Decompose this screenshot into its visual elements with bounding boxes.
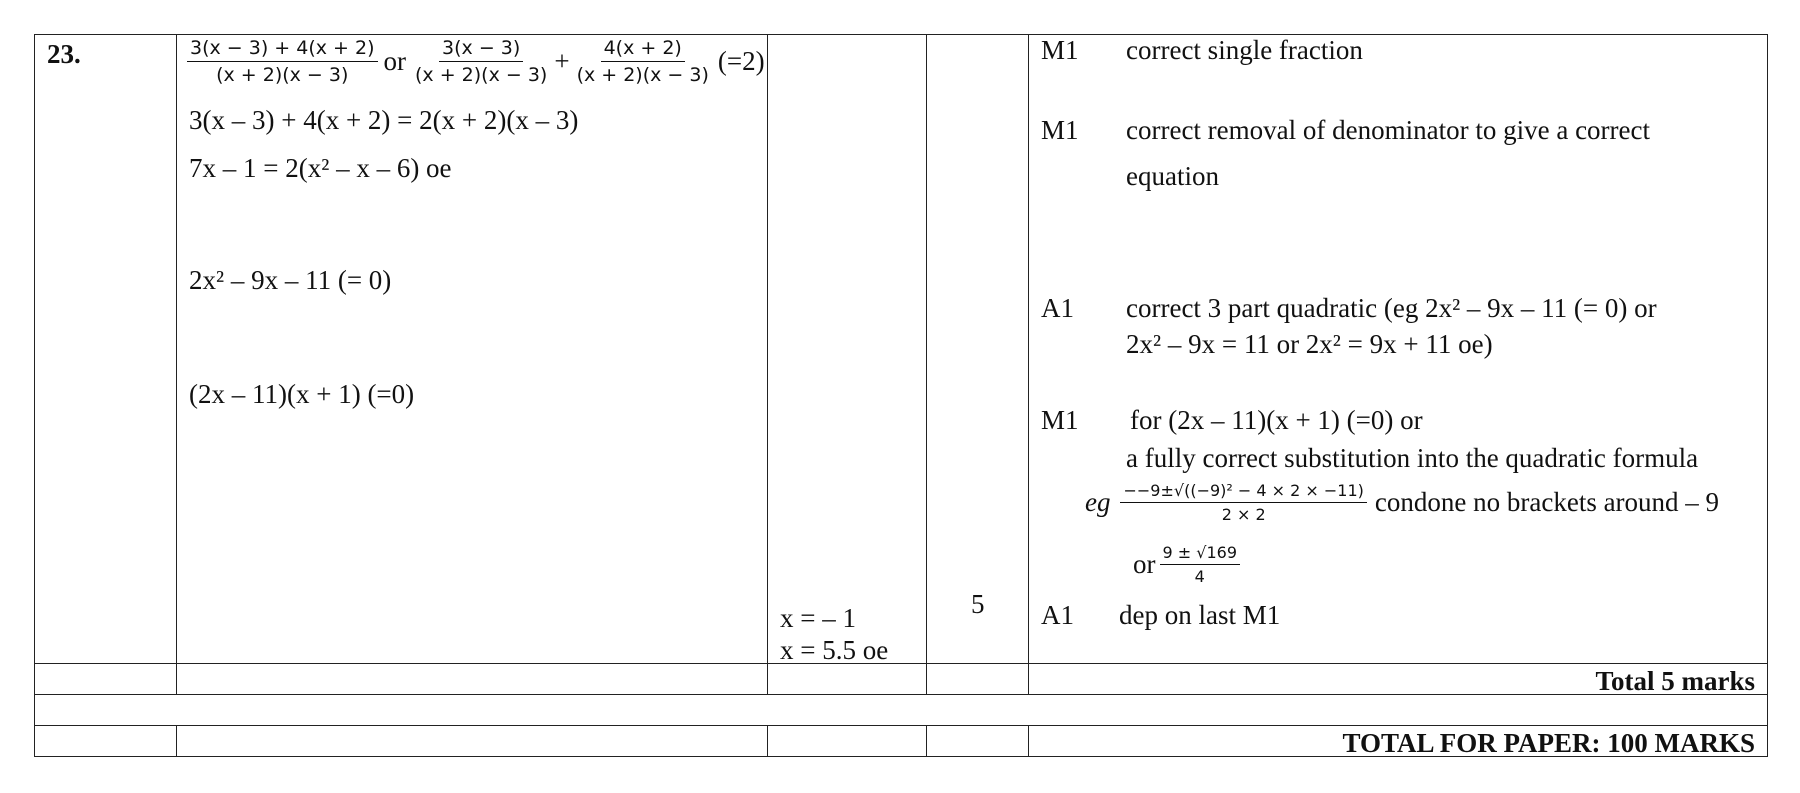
paper-total-row (35, 726, 1768, 757)
fraction-numerator: 3(x − 3) + 4(x + 2) (187, 37, 378, 62)
eg-text: eg (1085, 487, 1111, 517)
note-code: M1 (1041, 35, 1079, 65)
formula-line-2 (1133, 543, 1240, 586)
note-code: A1 (1041, 600, 1074, 630)
fraction-denominator: 4 (1194, 567, 1205, 586)
mark-value: 5 (971, 589, 985, 619)
simplified-formula-fraction (1160, 543, 1241, 586)
fraction-denominator: 2 × 2 (1221, 505, 1266, 524)
fraction-numerator: 3(x − 3) (439, 37, 523, 62)
answer-line-1: x = – 1 (780, 603, 856, 633)
note-text: correct 3 part quadratic (eg 2x² – 9x – 11 (= 0) or (1126, 293, 1657, 323)
note-code: M1 (1041, 405, 1079, 435)
question-total: Total 5 marks (1595, 666, 1755, 696)
answer-cell (768, 35, 927, 664)
or-text: or (1133, 549, 1156, 579)
answer-line-2: x = 5.5 oe (780, 635, 889, 665)
paper-total: TOTAL FOR PAPER: 100 MARKS (1342, 728, 1755, 758)
working-line-1 (187, 37, 765, 86)
equals-two: (=2) (717, 46, 765, 76)
note-text: equation (1126, 161, 1219, 191)
note-text: condone no brackets around – 9 (1374, 487, 1720, 517)
fraction-numerator: 4(x + 2) (601, 37, 685, 62)
note-text: correct removal of denominator to give a correct (1126, 115, 1651, 145)
working-line-4: 2x² – 9x – 11 (= 0) (189, 265, 392, 295)
note-text: a fully correct substitution into the quadratic formula (1126, 443, 1699, 473)
fraction-denominator: (x + 2)(x − 3) (216, 64, 349, 86)
plus-sign: + (554, 46, 570, 76)
question-total-row (35, 664, 1768, 695)
spacer-row (35, 695, 1768, 726)
question-row (35, 35, 1768, 664)
fraction-numerator: −−9±√((−9)² − 4 × 2 × −11) (1120, 481, 1366, 503)
fraction-first (412, 37, 550, 86)
mark-cell (927, 35, 1029, 664)
notes-cell (1029, 35, 1768, 664)
fraction-denominator: (x + 2)(x − 3) (576, 64, 709, 86)
question-number: 23. (47, 39, 81, 69)
question-number-cell (35, 35, 177, 664)
formula-line (1085, 481, 1719, 524)
working-cell (177, 35, 768, 664)
quadratic-formula-fraction (1120, 481, 1366, 524)
note-text: for (2x – 11)(x + 1) (=0) or (1130, 405, 1423, 435)
or-text: or (383, 46, 406, 76)
fraction-numerator: 9 ± √169 (1160, 543, 1241, 565)
fraction-combined (187, 37, 378, 86)
fraction-second (574, 37, 712, 86)
working-line-5: (2x – 11)(x + 1) (=0) (189, 379, 415, 409)
note-code: A1 (1041, 293, 1074, 323)
note-code: M1 (1041, 115, 1079, 145)
fraction-denominator: (x + 2)(x − 3) (415, 64, 548, 86)
note-text: dep on last M1 (1119, 600, 1281, 630)
working-line-3: 7x – 1 = 2(x² – x – 6) oe (189, 153, 452, 183)
note-text: 2x² – 9x = 11 or 2x² = 9x + 11 oe) (1126, 329, 1493, 359)
note-text: correct single fraction (1126, 35, 1363, 65)
working-line-2: 3(x – 3) + 4(x + 2) = 2(x + 2)(x – 3) (189, 105, 579, 135)
mark-scheme-table (34, 34, 1768, 757)
